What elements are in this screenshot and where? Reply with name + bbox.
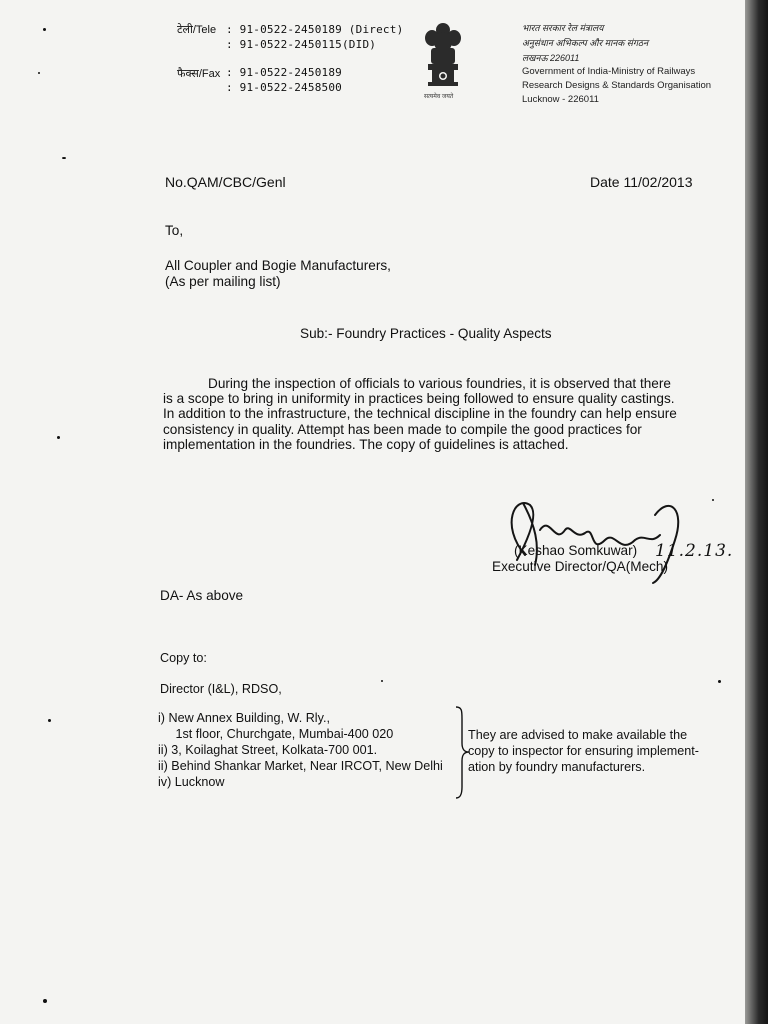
paragraph-line-2: is a scope to bring in uniformity in practices being followed to ensure quality castings. (163, 391, 675, 406)
salutation: To, (165, 223, 184, 238)
scan-speck (43, 999, 47, 1003)
advice-line-3: ation by foundry manufacturers. (468, 760, 646, 774)
office-line-4: ii) Behind Shankar Market, Near IRCOT, New Delhi (158, 759, 443, 773)
enclosure-note: DA- As above (160, 588, 244, 603)
scan-speck (62, 157, 66, 159)
org-english-line-2: Research Designs & Standards Organisation (522, 80, 712, 91)
addressee-line-2: (As per mailing list) (165, 274, 281, 289)
org-hindi-line-3: लखनऊ 226011 (522, 53, 580, 63)
scan-speck (712, 499, 714, 501)
signature-date: 11.2.13. (655, 541, 734, 561)
office-line-2: 1st floor, Churchgate, Mumbai-400 020 (158, 727, 394, 741)
copy-recipient: Director (I&L), RDSO, (160, 682, 282, 696)
scan-speck (718, 680, 721, 683)
office-line-3: ii) 3, Koilaghat Street, Kolkata-700 001. (158, 743, 378, 757)
scan-speck (38, 72, 40, 74)
org-english-line-1: Government of India-Ministry of Railways (522, 66, 696, 77)
letter-date: Date 11/02/2013 (590, 174, 693, 190)
tele-line-2: : 91-0522-2450115(DID) (226, 38, 377, 51)
office-line-5: iv) Lucknow (158, 775, 225, 789)
emblem-motto: सत्यमेव जयते (424, 94, 454, 100)
scan-speck (48, 719, 51, 722)
fax-label: फैक्स/Fax (177, 68, 221, 80)
scan-speck (43, 28, 46, 31)
advice-line-2: copy to inspector for ensuring implement- (468, 744, 699, 758)
scan-speck (57, 436, 60, 439)
advice-line-1: They are advised to make available the (468, 728, 688, 742)
tele-line-1: : 91-0522-2450189 (Direct) (226, 23, 404, 36)
reference-number: No.QAM/CBC/Genl (165, 174, 286, 190)
tele-label: टेली/Tele (177, 24, 217, 36)
paragraph-line-5: implementation in the foundries. The copy of guidelines is attached. (163, 437, 569, 452)
fax-line-2: : 91-0522-2458500 (226, 81, 342, 94)
org-english-line-3: Lucknow - 226011 (522, 94, 599, 105)
signatory-name: (Keshao Somkuwar) (514, 543, 638, 558)
office-line-1: i) New Annex Building, W. Rly., (158, 711, 330, 725)
org-hindi-line-2: अनुसंधान अभिकल्प और मानक संगठन (522, 38, 649, 48)
fax-line-1: : 91-0522-2450189 (226, 66, 342, 79)
signatory-title: Executive Director/QA(Mech) (492, 559, 669, 574)
scan-edge-shadow (745, 0, 768, 1024)
paragraph-line-1: During the inspection of officials to various foundries, it is observed that there (208, 376, 671, 391)
subject-line: Sub:- Foundry Practices - Quality Aspects (300, 326, 552, 341)
paragraph-line-4: consistency in quality. Attempt has been made to compile the good practices for (163, 422, 642, 437)
paragraph-line-3: In addition to the infrastructure, the technical discipline in the foundry can help ensure (163, 406, 677, 421)
copy-to-label: Copy to: (160, 651, 207, 665)
org-hindi-line-1: भारत सरकार रेल मंत्रालय (522, 23, 604, 33)
addressee-line-1: All Coupler and Bogie Manufacturers, (165, 258, 391, 273)
scan-speck (381, 680, 383, 682)
